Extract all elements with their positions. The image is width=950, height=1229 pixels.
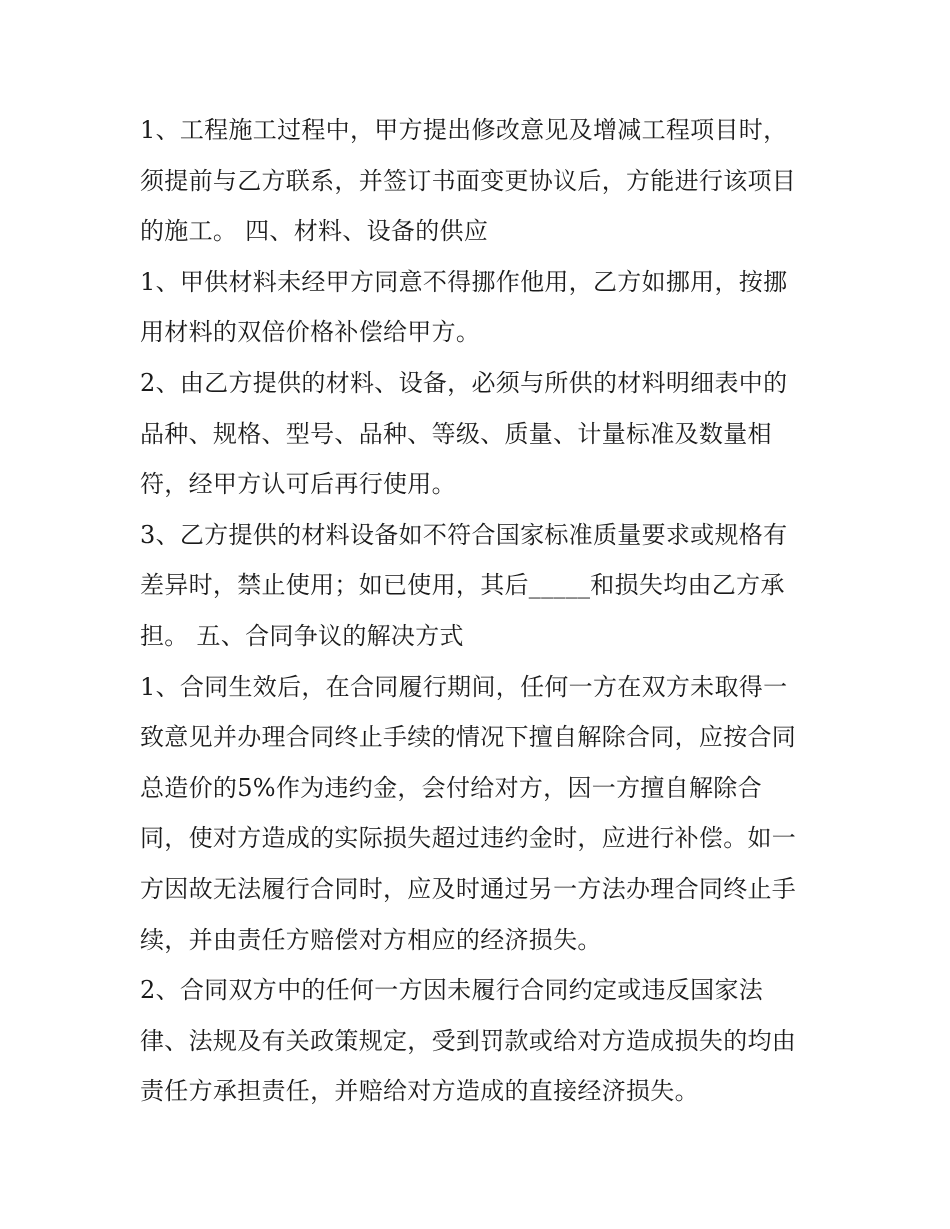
text-line: 2、合同双方中的任何一方因未履行合同约定或违反国家法: [140, 976, 764, 1004]
text-line: 用材料的双倍价格补偿给甲方。: [140, 318, 481, 346]
text-line: 续，并由责任方赔偿对方相应的经济损失。: [140, 926, 602, 954]
text-line: 2、由乙方提供的材料、设备，必须与所供的材料明细表中的: [140, 369, 788, 397]
section-heading-line: 的施工。 四、材料、设备的供应: [140, 217, 489, 245]
text-line: 1、工程施工过程中，甲方提出修改意见及增减工程项目时，: [140, 116, 788, 144]
text-line: 1、甲供材料未经甲方同意不得挪作他用，乙方如挪用，按挪: [140, 268, 788, 296]
section-heading-line: 担。 五、合同争议的解决方式: [140, 622, 464, 650]
text-line: 方因故无法履行合同时，应及时通过另一方法办理合同终止手: [140, 875, 797, 903]
text-line: 致意见并办理合同终止手续的情况下擅自解除合同，应按合同: [140, 723, 797, 751]
text-line: 1、合同生效后，在合同履行期间，任何一方在双方未取得一: [140, 673, 788, 701]
text-line: 3、乙方提供的材料设备如不符合国家标准质量要求或规格有: [140, 521, 788, 549]
text-line: 责任方承担责任，并赔给对方造成的直接经济损失。: [140, 1077, 699, 1105]
text-line: 同，使对方造成的实际损失超过违约金时，应进行补偿。如一: [140, 824, 797, 852]
text-line: 须提前与乙方联系，并签订书面变更协议后，方能进行该项目: [140, 167, 797, 195]
text-line: 律、法规及有关政策规定，受到罚款或给对方造成损失的均由: [140, 1027, 797, 1055]
text-line: 差异时，禁止使用；如已使用，其后_____和损失均由乙方承: [140, 571, 785, 599]
text-line: 总造价的5%作为违约金，会付给对方，因一方擅自解除合: [140, 774, 762, 802]
text-line: 符，经甲方认可后再行使用。: [140, 470, 456, 498]
text-line: 品种、规格、型号、品种、等级、质量、计量标准及数量相: [140, 420, 772, 448]
